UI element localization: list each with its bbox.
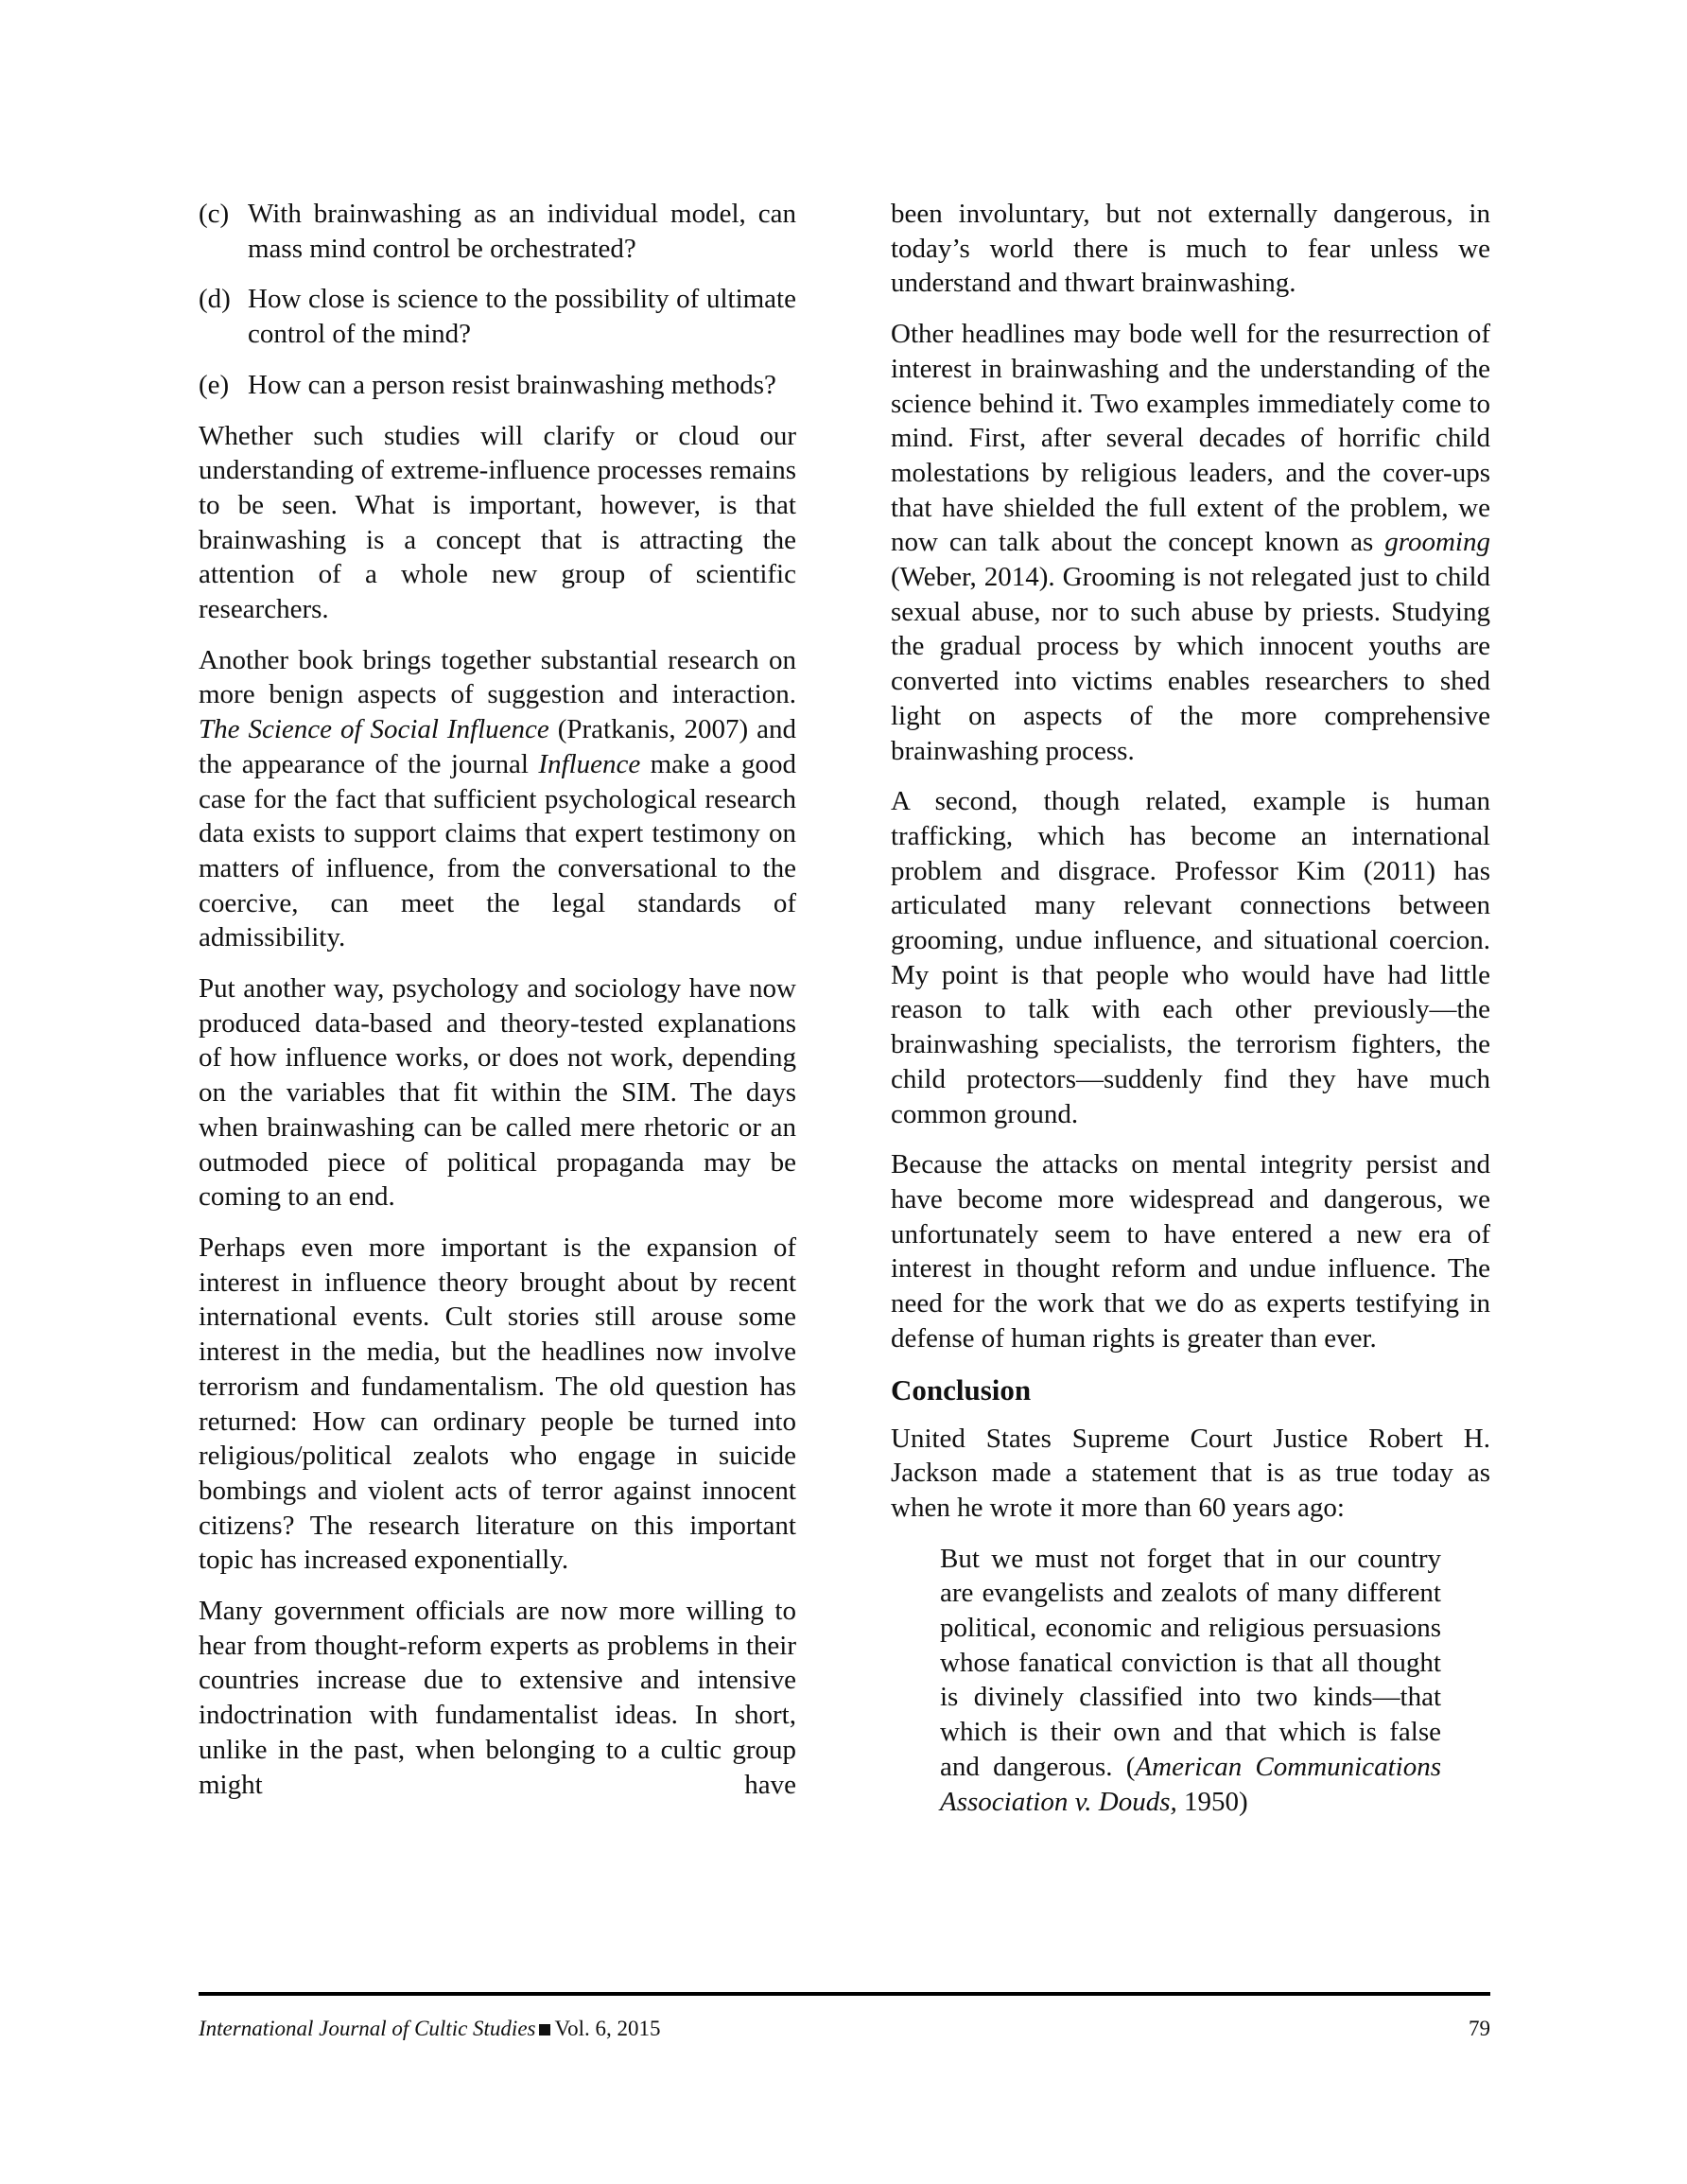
- page-number: 79: [1469, 2017, 1490, 2040]
- list-label: (d): [199, 284, 231, 315]
- paragraph: Perhaps even more important is the expansion of interest in influence theory brought about by recent international events. Cult stories still arouse some interest in the media, but the headlines now involve terrorism and fundamentalism. The old question has returned: How can ordinary people be turned into religious/political zealots who engage in suicide bombings and violent acts of terror against innocent citizens? The research literature on this important topic has increased exponentially.: [199, 1232, 796, 1576]
- list-item: [199, 282, 796, 351]
- right-column: [891, 197, 1490, 1819]
- paragraph: Many government officials are now more willing to hear from thought-reform experts as problems in their countries increase due to extensive and intensive indoctrination with fundamentalist ideas. In short, unlike in the past, when belonging to a cultic group might have: [199, 1596, 796, 1800]
- text-run: Other headlines may bode well for the resurrection of interest in brainwashing and the understanding of the science behind it. Two examples immediately come to mind. First, after several decades of horrific child molestations by religious leaders, and the cover-ups that have shielded the full extent of the problem, we now can talk about the concept known as: [891, 319, 1490, 558]
- block-quote: [940, 1542, 1441, 1820]
- term-italic: grooming: [1384, 527, 1490, 558]
- left-column: [199, 197, 796, 1818]
- text-run: (Pratkanis, 2007) and the appearance of the journal: [199, 714, 796, 779]
- footer-rule: [199, 1992, 1490, 1996]
- paragraph: been involuntary, but not externally dangerous, in today’s world there is much to fear unless we understand and thwart brainwashing.: [891, 199, 1490, 299]
- quote-text: But we must not forget that in our country are evangelists and zealots of many different political, economic and religious persuasions whose fanatical conviction is that all thought is divinely classified into two kinds—that which is their own and that which is false and dangerous. (: [940, 1543, 1441, 1782]
- paragraph: Because the attacks on mental integrity persist and have become more widespread and dangerous, we unfortunately seem to have entered a new era of interest in thought reform and undue influence. The need for the work that we do as experts testifying in defense of human rights is greater than ever.: [891, 1149, 1490, 1354]
- text-run: Another book brings together substantial research on more benign aspects of suggestion and interaction.: [199, 644, 796, 710]
- list-label: (c): [199, 199, 230, 229]
- question-list: [199, 197, 796, 403]
- journal-info: [199, 2017, 661, 2041]
- paragraph: Whether such studies will clarify or cloud our understanding of extreme-influence processes remains to be seen. What is important, however, is that brainwashing is a concept that is attracting the attention of a whole new group of scientific researchers.: [199, 420, 796, 625]
- list-item: [199, 368, 796, 403]
- list-text: How close is science to the possibility of ultimate control of the mind?: [248, 284, 796, 350]
- journal-name: International Journal of Cultic Studies: [199, 2017, 536, 2040]
- quote-end: 1950): [1176, 1786, 1248, 1817]
- text-run: (Weber, 2014). Grooming is not relegated just to child sexual abuse, nor to such abuse by priests. Studying the gradual process by which innocent youths are converted into victims enables researchers to shed light on aspects of the more comprehensive brainwashing process.: [891, 562, 1490, 766]
- section-heading: Conclusion: [891, 1372, 1032, 1406]
- case-citation: American Communications Association v. Douds,: [940, 1751, 1441, 1817]
- paragraph: [891, 317, 1490, 768]
- volume-info: Vol. 6, 2015: [554, 2017, 661, 2040]
- page-footer: [199, 2017, 1490, 2041]
- list-text: With brainwashing as an individual model, can mass mind control be orchestrated?: [248, 199, 796, 264]
- journal-title: Influence: [538, 748, 641, 779]
- paragraph: [199, 643, 796, 955]
- paragraph: A second, though related, example is human trafficking, which has become an international problem and disgrace. Professor Kim (2011) has articulated many relevant connections between grooming, undue influence, and situational coercion. My point is that people who would have had little reason to talk with each other previously—the brainwashing specialists, the terrorism fighters, the child protectors—suddenly find they have much common ground.: [891, 786, 1490, 1129]
- square-bullet-icon: [539, 2024, 550, 2035]
- book-title: The Science of Social Influence: [199, 714, 549, 745]
- list-text: How can a person resist brainwashing methods?: [248, 369, 776, 400]
- paragraph: Put another way, psychology and sociology have now produced data-based and theory-tested explanations of how influence works, or does not work, depending on the variables that fit within the SIM. The days when brainwashing can be called mere rhetoric or an outmoded piece of political propaganda may be coming to an end.: [199, 973, 796, 1213]
- list-label: (e): [199, 369, 230, 400]
- text-run: make a good case for the fact that sufficient psychological research data exists to support claims that expert testimony on matters of influence, from the conversational to the coercive, can meet the legal standards of admissibility.: [199, 748, 797, 953]
- list-item: [199, 197, 796, 266]
- paragraph: United States Supreme Court Justice Robert H. Jackson made a statement that is as true today as when he wrote it more than 60 years ago:: [891, 1423, 1490, 1523]
